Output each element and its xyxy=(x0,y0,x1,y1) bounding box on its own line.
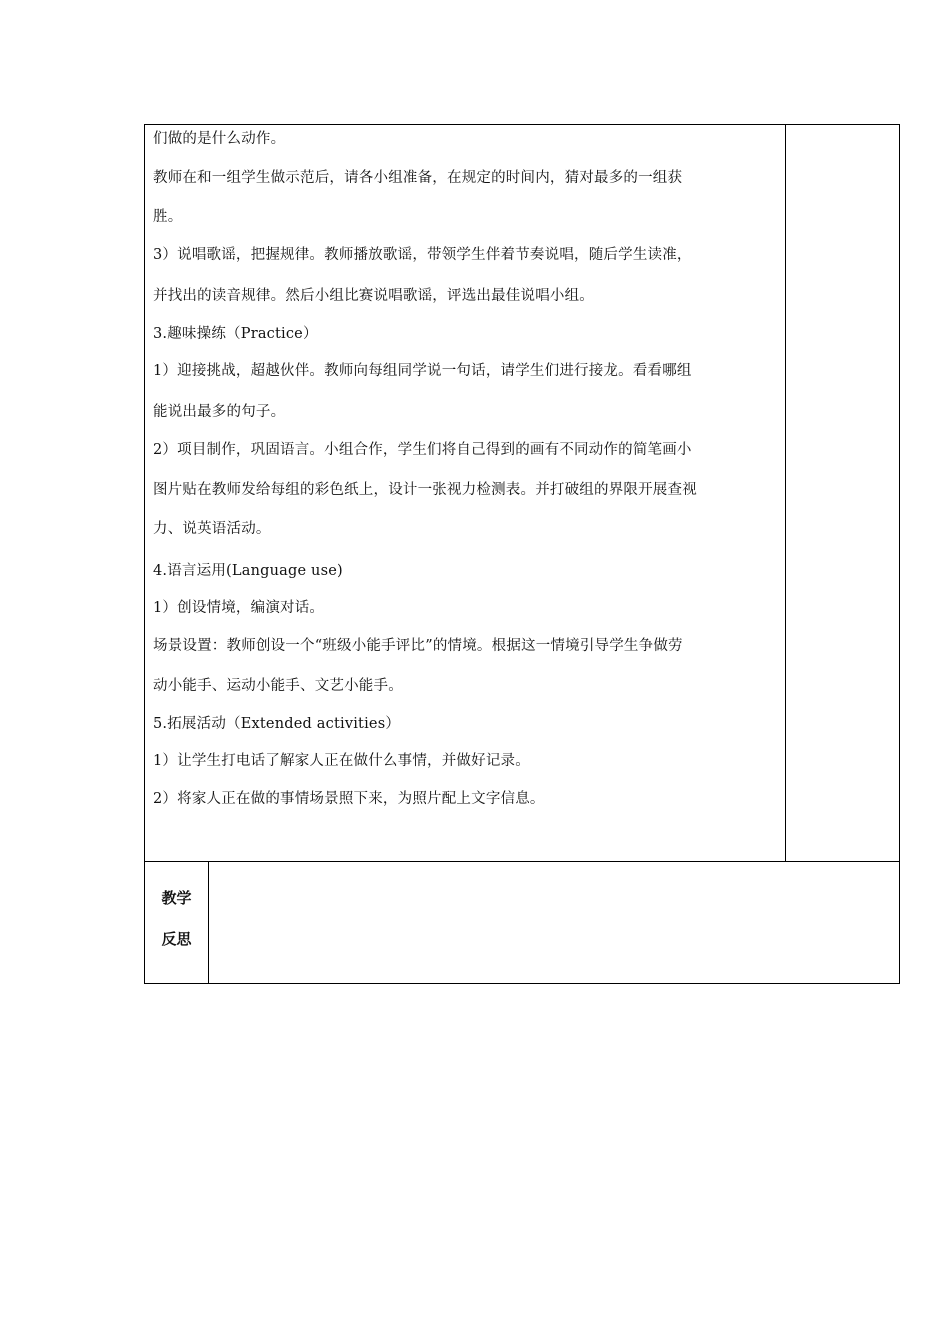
text-line: 能说出最多的句子。 xyxy=(153,404,286,420)
text-line: 胜。 xyxy=(153,209,183,225)
text-line: 1）让学生打电话了解家人正在做什么事情，并做好记录。 xyxy=(153,753,530,769)
section-heading: 3.趣味操练（Practice） xyxy=(153,326,318,342)
lesson-plan-table xyxy=(144,124,900,984)
text-line: 力、说英语活动。 xyxy=(153,521,271,537)
reflection-label-line1: 教学 xyxy=(161,889,192,907)
section-heading: 5.拓展活动（Extended activities） xyxy=(153,716,401,732)
text-line: 教师在和一组学生做示范后，请各小组准备，在规定的时间内，猜对最多的一组获 xyxy=(153,170,683,186)
text-line: 并找出的读音规律。然后小组比赛说唱歌谣，评选出最佳说唱小组。 xyxy=(153,288,594,304)
text-line: 们做的是什么动作。 xyxy=(153,131,286,147)
text-line: 1）创设情境，编演对话。 xyxy=(153,600,325,616)
reflection-body-cell xyxy=(209,862,899,983)
teaching-process-cell xyxy=(145,125,786,862)
reflection-label-cell xyxy=(145,862,209,983)
notes-column-cell xyxy=(786,125,900,862)
text-line: 场景设置：教师创设一个“班级小能手评比”的情境。根据这一情境引导学生争做劳 xyxy=(153,638,683,654)
reflection-label-line2: 反思 xyxy=(161,930,192,948)
text-line: 3）说唱歌谣，把握规律。教师播放歌谣，带领学生伴着节奏说唱，随后学生读准， xyxy=(153,247,692,263)
text-line: 图片贴在教师发给每组的彩色纸上，设计一张视力检测表。并打破组的界限开展查视 xyxy=(153,482,697,498)
text-line: 2）将家人正在做的事情场景照下来，为照片配上文字信息。 xyxy=(153,791,545,807)
text-line: 2）项目制作，巩固语言。小组合作，学生们将自己得到的画有不同动作的简笔画小 xyxy=(153,442,692,458)
section-heading: 4.语言运用(Language use) xyxy=(153,563,343,579)
text-line: 1）迎接挑战，超越伙伴。教师向每组同学说一句话，请学生们进行接龙。看看哪组 xyxy=(153,363,692,379)
text-line: 动小能手、运动小能手、文艺小能手。 xyxy=(153,678,403,694)
